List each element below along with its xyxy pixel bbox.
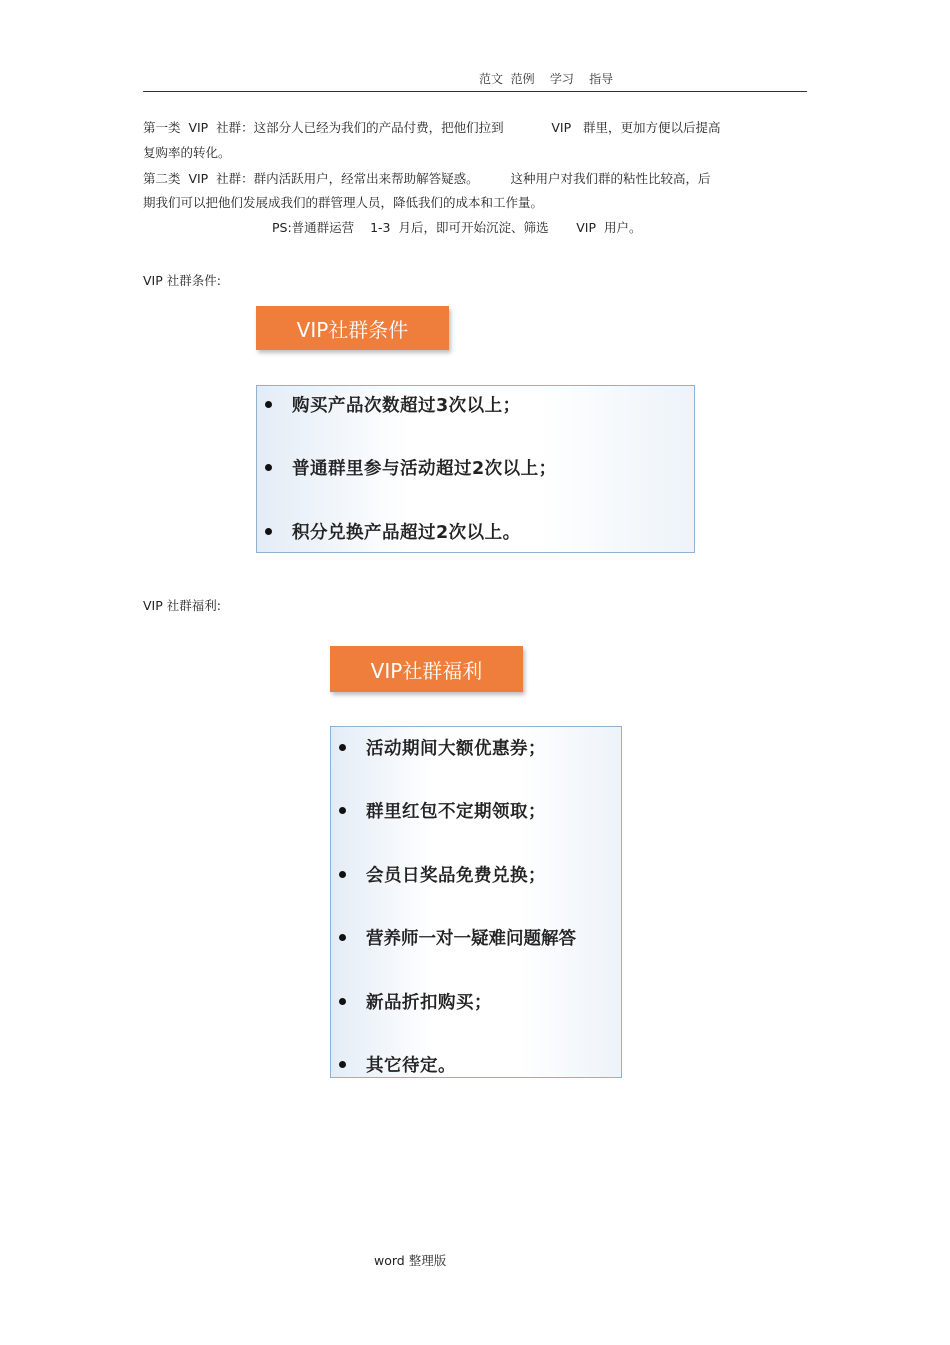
list-item — [331, 989, 492, 1013]
list-item — [257, 392, 521, 416]
bullet-icon — [339, 807, 346, 814]
paragraph-line-5: PS:普通群运营 1-3 月后，即可开始沉淀、筛选 VIP 用户。 — [272, 220, 642, 235]
header-divider — [143, 91, 807, 92]
bullet-icon — [265, 528, 272, 535]
conditions-list — [256, 385, 695, 553]
list-item — [331, 735, 546, 759]
list-item — [331, 925, 576, 949]
page-footer: word 整理版 — [374, 1253, 447, 1268]
page-header: 范文 范例 学习 指导 — [479, 72, 614, 86]
benefits-banner — [330, 646, 523, 692]
paragraph-line-4: 期我们可以把他们发展成我们的群管理人员，降低我们的成本和工作量。 — [143, 195, 544, 210]
benefits-list — [330, 726, 622, 1078]
bullet-icon — [339, 934, 346, 941]
list-item — [331, 1052, 456, 1076]
conditions-banner — [256, 306, 449, 350]
list-item-text: 会员日奖品免费兑换； — [366, 865, 546, 886]
list-item-text: 普通群里参与活动超过2次以上； — [292, 458, 557, 479]
list-item-text: 购买产品次数超过3次以上； — [292, 395, 521, 416]
list-item-text: 新品折扣购买； — [366, 992, 492, 1013]
bullet-icon — [339, 998, 346, 1005]
bullet-icon — [339, 871, 346, 878]
list-item-text: 积分兑换产品超过2次以上。 — [292, 522, 521, 543]
list-item-text: 营养师一对一疑难问题解答 — [366, 928, 576, 949]
benefits-section-label: VIP 社群福利: — [143, 598, 221, 613]
list-item-text: 其它待定。 — [366, 1055, 456, 1076]
paragraph-line-2: 复购率的转化。 — [143, 145, 231, 160]
list-item — [331, 862, 546, 886]
bullet-icon — [265, 464, 272, 471]
conditions-section-label: VIP 社群条件: — [143, 273, 221, 288]
paragraph-line-3: 第二类 VIP 社群：群内活跃用户，经常出来帮助解答疑惑。 这种用户对我们群的粘性比较高，后 — [143, 171, 711, 186]
bullet-icon — [265, 401, 272, 408]
paragraph-line-1: 第一类 VIP 社群：这部分人已经为我们的产品付费，把他们拉到 VIP 群里，更加方便以后提高 — [143, 120, 721, 135]
conditions-banner-text: VIP社群条件 — [296, 317, 409, 342]
list-item — [257, 519, 521, 543]
bullet-icon — [339, 1061, 346, 1068]
benefits-banner-text: VIP社群福利 — [370, 658, 483, 683]
list-item — [331, 798, 546, 822]
list-item-text: 群里红包不定期领取； — [366, 801, 546, 822]
list-item-text: 活动期间大额优惠券； — [366, 738, 546, 759]
bullet-icon — [339, 744, 346, 751]
list-item — [257, 455, 557, 479]
